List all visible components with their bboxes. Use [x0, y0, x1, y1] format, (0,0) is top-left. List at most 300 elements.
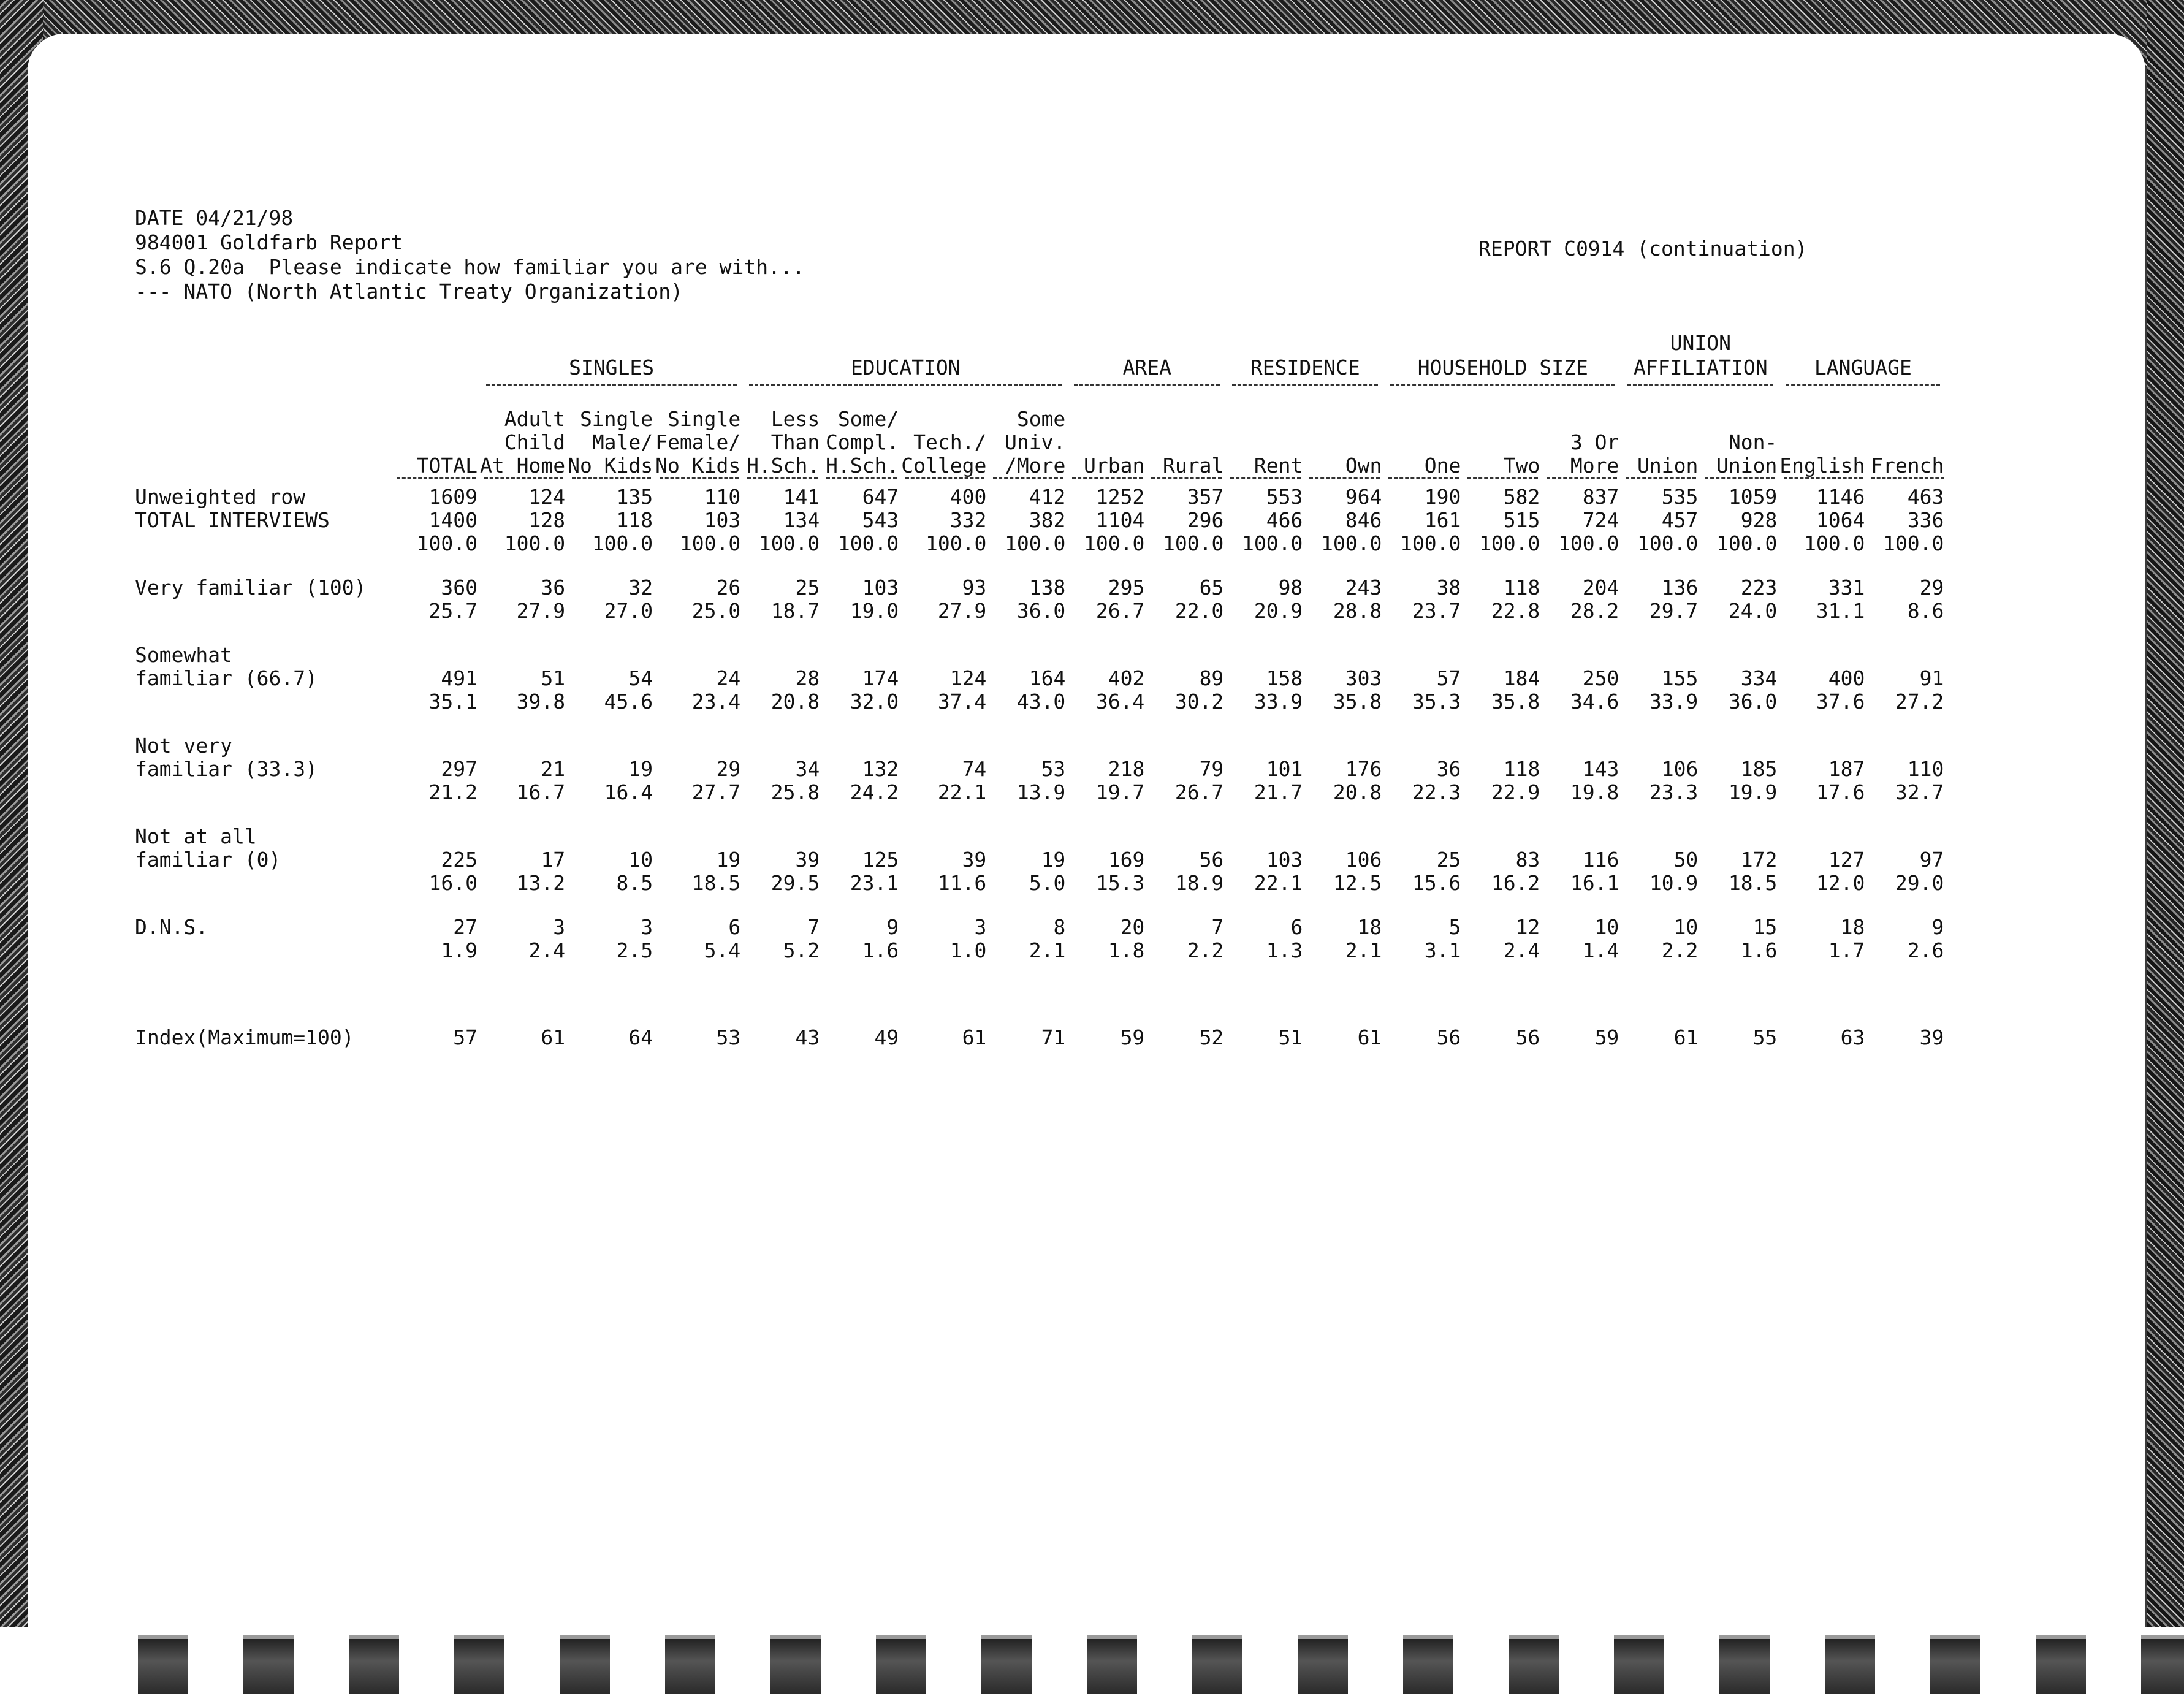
- table-cell: 21.7: [1254, 780, 1303, 804]
- punch-hole: [1403, 1635, 1453, 1694]
- table-cell: 132: [862, 757, 899, 781]
- column-header: Tech./ College: [901, 430, 987, 477]
- index-cell: 71: [1041, 1025, 1066, 1049]
- table-cell: 36: [1436, 757, 1461, 781]
- table-cell: 22.1: [937, 780, 987, 804]
- index-cell: 59: [1120, 1025, 1145, 1049]
- table-row: [135, 939, 1946, 962]
- table-row: [135, 485, 1946, 509]
- table-cell: [1867, 825, 1946, 848]
- index-cell: 59: [1594, 1025, 1619, 1049]
- punch-hole: [1087, 1635, 1137, 1694]
- table-cell: 33.9: [1254, 690, 1303, 713]
- table-cell: 100.0: [679, 531, 741, 555]
- table-cell: 17: [541, 848, 566, 872]
- index-cell: 43: [795, 1025, 820, 1049]
- table-cell: 103: [704, 508, 741, 532]
- table-cell: 19: [1041, 848, 1066, 872]
- table-cell: 10: [1594, 915, 1619, 939]
- table-cell: [568, 644, 655, 667]
- table-cell: 27: [453, 915, 478, 939]
- table-cell: 6: [1290, 915, 1303, 939]
- row-gap: [135, 895, 1946, 916]
- table-cell: 25.0: [691, 599, 741, 623]
- table-cell: 100.0: [1004, 531, 1066, 555]
- table-cell: 103: [862, 576, 899, 599]
- punch-hole: [243, 1635, 294, 1694]
- index-cell: 61: [541, 1025, 566, 1049]
- column-header: Some/ Compl. H.Sch.: [826, 407, 899, 477]
- table-cell: 36.0: [1016, 599, 1066, 623]
- table-cell: 25: [795, 576, 820, 599]
- table-cell: 1059: [1728, 485, 1778, 509]
- table-cell: 141: [783, 485, 820, 509]
- table-cell: 100.0: [1558, 531, 1619, 555]
- table-cell: 7: [807, 915, 820, 939]
- table-cell: [392, 734, 480, 758]
- table-cell: [1621, 825, 1700, 848]
- column-header: Non- Union: [1716, 430, 1778, 477]
- table-cell: 51: [541, 666, 566, 690]
- table-row: [135, 916, 1946, 939]
- table-cell: 16.7: [516, 780, 566, 804]
- table-cell: 54: [628, 666, 653, 690]
- table-cell: 27.0: [604, 599, 653, 623]
- group-label: UNION AFFILIATION: [1634, 331, 1768, 379]
- table-row: [135, 599, 1946, 623]
- table-cell: 1252: [1095, 485, 1145, 509]
- table-cell: [743, 734, 822, 758]
- table-cell: 20: [1120, 915, 1145, 939]
- table-cell: [1068, 825, 1147, 848]
- index-cell: 55: [1752, 1025, 1778, 1049]
- row-gap: [135, 623, 1946, 644]
- punch-hole: [1614, 1635, 1664, 1694]
- group-label: LANGUAGE: [1814, 356, 1912, 379]
- punch-hole: [981, 1635, 1032, 1694]
- punch-hole: [1192, 1635, 1242, 1694]
- index-cell: 61: [1357, 1025, 1382, 1049]
- table-cell: 2.1: [1345, 938, 1382, 962]
- table-cell: 100.0: [837, 531, 899, 555]
- group-header: [1226, 331, 1384, 386]
- table-cell: 35.1: [428, 690, 478, 713]
- punch-hole: [349, 1635, 399, 1694]
- index-cell: 56: [1515, 1025, 1540, 1049]
- table-cell: 100.0: [1716, 531, 1778, 555]
- table-cell: 334: [1740, 666, 1778, 690]
- row-label: [135, 690, 392, 713]
- index-row: [135, 1026, 1946, 1049]
- table-cell: 2.4: [1503, 938, 1540, 962]
- table-cell: 1064: [1816, 508, 1865, 532]
- table-cell: 26.7: [1095, 599, 1145, 623]
- table-cell: 964: [1345, 485, 1382, 509]
- table-cell: 174: [862, 666, 899, 690]
- column-header: Urban: [1083, 454, 1145, 477]
- table-cell: 837: [1582, 485, 1619, 509]
- table-cell: 28.2: [1570, 599, 1619, 623]
- table-cell: 100.0: [925, 531, 987, 555]
- table-cell: [1226, 734, 1305, 758]
- table-cell: 27.2: [1895, 690, 1944, 713]
- punch-hole: [1719, 1635, 1770, 1694]
- punch-hole: [454, 1635, 504, 1694]
- table-cell: 36.4: [1095, 690, 1145, 713]
- table-cell: 3.1: [1424, 938, 1461, 962]
- table-cell: [1542, 734, 1621, 758]
- index-cell: 49: [874, 1025, 899, 1049]
- table-cell: 18: [1357, 915, 1382, 939]
- table-cell: [1867, 734, 1946, 758]
- column-header: Union: [1637, 454, 1699, 477]
- table-cell: 50: [1673, 848, 1699, 872]
- table-cell: 16.0: [428, 871, 478, 895]
- table-cell: 2.1: [1029, 938, 1066, 962]
- table-row: [135, 509, 1946, 532]
- table-row: [135, 734, 1946, 758]
- table-cell: 1609: [428, 485, 478, 509]
- table-cell: 161: [1424, 508, 1461, 532]
- table-cell: [392, 825, 480, 848]
- table-cell: [1305, 825, 1384, 848]
- table-cell: 400: [1828, 666, 1865, 690]
- table-cell: 1.7: [1828, 938, 1865, 962]
- table-cell: 125: [862, 848, 899, 872]
- row-label: familiar (0): [135, 848, 281, 872]
- table-cell: 724: [1582, 508, 1619, 532]
- column-header: Some Univ. /More: [1004, 407, 1066, 477]
- table-cell: 1.6: [862, 938, 899, 962]
- table-cell: 38: [1436, 576, 1461, 599]
- table-cell: [1779, 644, 1867, 667]
- table-cell: 37.4: [937, 690, 987, 713]
- table-cell: 250: [1582, 666, 1619, 690]
- table-cell: 18.7: [770, 599, 820, 623]
- row-label: D.N.S.: [135, 915, 208, 939]
- column-header: Own: [1345, 454, 1382, 477]
- index-cell: 64: [628, 1025, 653, 1049]
- index-label: Index(Maximum=100): [135, 1025, 354, 1049]
- table-cell: 8.6: [1907, 599, 1944, 623]
- table-cell: 18.5: [691, 871, 741, 895]
- group-header: [1621, 331, 1779, 386]
- table-cell: 100.0: [1637, 531, 1699, 555]
- table-cell: 74: [962, 757, 987, 781]
- column-header: Rural: [1162, 454, 1224, 477]
- table-cell: [392, 644, 480, 667]
- table-cell: 100.0: [1320, 531, 1382, 555]
- table-cell: 25.8: [770, 780, 820, 804]
- index-cell: 61: [962, 1025, 987, 1049]
- table-cell: 184: [1503, 666, 1540, 690]
- table-cell: 100.0: [1241, 531, 1303, 555]
- table-cell: 100.0: [1804, 531, 1865, 555]
- table-cell: [901, 734, 989, 758]
- table-cell: 543: [862, 508, 899, 532]
- row-label: [135, 872, 392, 895]
- column-header: Single Female/ No Kids: [655, 407, 741, 477]
- table-cell: 16.4: [604, 780, 653, 804]
- table-cell: 8: [1053, 915, 1066, 939]
- table-cell: 100.0: [1083, 531, 1145, 555]
- row-label: Not very: [135, 734, 232, 758]
- table-cell: 2.6: [1907, 938, 1944, 962]
- row-gap: [135, 713, 1946, 734]
- table-cell: 143: [1582, 757, 1619, 781]
- group-underline: [1786, 380, 1940, 386]
- table-row: [135, 644, 1946, 667]
- table-cell: 30.2: [1174, 690, 1224, 713]
- table-cell: 12.0: [1816, 871, 1865, 895]
- table-cell: [1147, 734, 1226, 758]
- table-cell: 457: [1661, 508, 1699, 532]
- table-cell: 2.5: [616, 938, 653, 962]
- table-cell: 25.7: [428, 599, 478, 623]
- punch-hole: [876, 1635, 926, 1694]
- table-cell: 29.5: [770, 871, 820, 895]
- row-gap: [135, 983, 1946, 1026]
- table-cell: 553: [1266, 485, 1303, 509]
- table-row: [135, 532, 1946, 555]
- column-header: English: [1779, 454, 1865, 477]
- table-cell: [1463, 825, 1542, 848]
- table-cell: 43.0: [1016, 690, 1066, 713]
- row-label: TOTAL INTERVIEWS: [135, 508, 330, 532]
- table-cell: 19: [628, 757, 653, 781]
- table-cell: [901, 644, 989, 667]
- table-cell: 110: [704, 485, 741, 509]
- table-cell: 16.1: [1570, 871, 1619, 895]
- table-cell: 172: [1740, 848, 1778, 872]
- table-cell: 21.2: [428, 780, 478, 804]
- punch-hole: [1298, 1635, 1348, 1694]
- table-cell: [1384, 734, 1463, 758]
- table-cell: 127: [1828, 848, 1865, 872]
- table-cell: 89: [1199, 666, 1224, 690]
- table-cell: 100.0: [1478, 531, 1540, 555]
- table-cell: 138: [1029, 576, 1066, 599]
- table-cell: 3: [641, 915, 653, 939]
- row-label: [135, 532, 392, 555]
- table-cell: 32: [628, 576, 653, 599]
- table-cell: 100.0: [1399, 531, 1461, 555]
- row-label: Not at all: [135, 824, 257, 848]
- table-row: [135, 781, 1946, 804]
- punch-hole: [1930, 1635, 1980, 1694]
- table-cell: 18.5: [1728, 871, 1778, 895]
- table-cell: 5.4: [704, 938, 741, 962]
- table-cell: 35.8: [1491, 690, 1540, 713]
- table-cell: [1700, 734, 1779, 758]
- table-row: [135, 576, 1946, 599]
- table-cell: [1542, 644, 1621, 667]
- table-cell: [1384, 644, 1463, 667]
- binder-frame-right: [2147, 0, 2184, 1696]
- table-cell: 35.8: [1333, 690, 1382, 713]
- row-gap: [135, 962, 1946, 983]
- punch-hole: [1509, 1635, 1559, 1694]
- table-cell: 1.8: [1108, 938, 1145, 962]
- row-label: [135, 599, 392, 623]
- table-cell: [1700, 644, 1779, 667]
- table-row: [135, 758, 1946, 781]
- table-cell: 3: [553, 915, 566, 939]
- table-cell: 243: [1345, 576, 1382, 599]
- column-header-blank: [135, 386, 392, 479]
- column-header: Less Than H.Sch.: [747, 407, 820, 477]
- table-cell: 303: [1345, 666, 1382, 690]
- table-cell: 31.1: [1816, 599, 1865, 623]
- table-cell: 6: [728, 915, 741, 939]
- table-cell: 5.2: [783, 938, 820, 962]
- table-cell: 35.3: [1412, 690, 1461, 713]
- index-cell: 51: [1278, 1025, 1303, 1049]
- table-cell: [989, 734, 1068, 758]
- table-cell: 357: [1187, 485, 1224, 509]
- table-cell: 295: [1108, 576, 1145, 599]
- table-cell: 116: [1582, 848, 1619, 872]
- group-underline: [1627, 380, 1773, 386]
- table-cell: 190: [1424, 485, 1461, 509]
- table-cell: 10: [628, 848, 653, 872]
- table-cell: [743, 825, 822, 848]
- table-cell: [480, 734, 568, 758]
- row-gap: [135, 555, 1946, 576]
- index-cell: 57: [453, 1025, 478, 1049]
- index-cell: 52: [1199, 1025, 1224, 1049]
- table-cell: 56: [1199, 848, 1224, 872]
- table-cell: 2.2: [1187, 938, 1224, 962]
- table-cell: 29.0: [1895, 871, 1944, 895]
- table-cell: 83: [1515, 848, 1540, 872]
- table-cell: 17.6: [1816, 780, 1865, 804]
- column-header: French: [1871, 454, 1944, 477]
- table-cell: 9: [886, 915, 899, 939]
- table-cell: 53: [1041, 757, 1066, 781]
- table-cell: [655, 734, 743, 758]
- table-cell: 134: [783, 508, 820, 532]
- table-cell: 10.9: [1649, 871, 1699, 895]
- report-name: 984001 Goldfarb Report: [135, 230, 403, 254]
- table-cell: [1779, 825, 1867, 848]
- table-row: [135, 848, 1946, 872]
- table-cell: [901, 825, 989, 848]
- table-row: [135, 667, 1946, 690]
- table-cell: [1384, 825, 1463, 848]
- table-cell: 846: [1345, 508, 1382, 532]
- table-cell: 466: [1266, 508, 1303, 532]
- table-cell: 2.2: [1661, 938, 1699, 962]
- table-cell: 103: [1266, 848, 1303, 872]
- table-cell: 647: [862, 485, 899, 509]
- group-label: AREA: [1122, 356, 1172, 379]
- row-label: Somewhat: [135, 643, 232, 667]
- table-cell: 332: [949, 508, 987, 532]
- table-cell: 22.3: [1412, 780, 1461, 804]
- table-cell: 34: [795, 757, 820, 781]
- column-header: Rent: [1254, 454, 1303, 477]
- table-cell: [989, 644, 1068, 667]
- table-cell: 100.0: [1883, 531, 1944, 555]
- table-cell: 336: [1907, 508, 1944, 532]
- table-cell: 19.0: [850, 599, 899, 623]
- table-cell: [743, 644, 822, 667]
- group-label: HOUSEHOLD SIZE: [1417, 356, 1588, 379]
- table-cell: 128: [528, 508, 566, 532]
- table-cell: [822, 734, 901, 758]
- table-cell: 15.6: [1412, 871, 1461, 895]
- table-cell: 1.4: [1582, 938, 1619, 962]
- table-cell: 98: [1278, 576, 1303, 599]
- table-cell: 582: [1503, 485, 1540, 509]
- table-cell: 1.9: [441, 938, 478, 962]
- table-cell: 100.0: [758, 531, 820, 555]
- table-cell: 20.8: [770, 690, 820, 713]
- row-label: familiar (33.3): [135, 757, 318, 781]
- table-cell: 158: [1266, 666, 1303, 690]
- table-cell: 11.6: [937, 871, 987, 895]
- table-cell: 12: [1515, 915, 1540, 939]
- table-cell: 32.0: [850, 690, 899, 713]
- table-cell: 29: [1919, 576, 1944, 599]
- table-cell: [1542, 825, 1621, 848]
- table-cell: 20.8: [1333, 780, 1382, 804]
- table-cell: 297: [441, 757, 478, 781]
- table-cell: 93: [962, 576, 987, 599]
- table-cell: 22.8: [1491, 599, 1540, 623]
- table-cell: 5: [1448, 915, 1461, 939]
- table-cell: 185: [1740, 757, 1778, 781]
- table-cell: 13.2: [516, 871, 566, 895]
- table-cell: 18.9: [1174, 871, 1224, 895]
- punch-hole: [2141, 1635, 2184, 1694]
- column-header: Adult Child At Home: [480, 407, 566, 477]
- question-item: --- NATO (North Atlantic Treaty Organization): [135, 279, 683, 303]
- table-cell: 22.0: [1174, 599, 1224, 623]
- column-header: Single Male/ No Kids: [568, 407, 653, 477]
- table-cell: 463: [1907, 485, 1944, 509]
- report-id: REPORT C0914 (continuation): [1478, 237, 1808, 260]
- report-date: DATE 04/21/98: [135, 206, 294, 230]
- row-label: [135, 939, 392, 962]
- table-cell: 27.9: [937, 599, 987, 623]
- table-cell: 10: [1673, 915, 1699, 939]
- table-cell: 223: [1740, 576, 1778, 599]
- table-cell: 27.7: [691, 780, 741, 804]
- group-header: [743, 331, 1068, 386]
- table-cell: 22.9: [1491, 780, 1540, 804]
- table-cell: 118: [1503, 757, 1540, 781]
- group-label: SINGLES: [569, 356, 655, 379]
- group-header-total-blank: [392, 331, 480, 386]
- table-cell: 100.0: [416, 531, 478, 555]
- table-cell: 1.0: [949, 938, 987, 962]
- table-cell: 8.5: [616, 871, 653, 895]
- table-cell: 515: [1503, 508, 1540, 532]
- table-cell: 26: [716, 576, 741, 599]
- table-cell: 37.6: [1816, 690, 1865, 713]
- table-cell: 136: [1661, 576, 1699, 599]
- table-cell: [822, 644, 901, 667]
- table-cell: 400: [949, 485, 987, 509]
- table-cell: 39: [795, 848, 820, 872]
- table-cell: 22.1: [1254, 871, 1303, 895]
- index-cell: 56: [1436, 1025, 1461, 1049]
- table-cell: 28: [795, 666, 820, 690]
- punch-hole: [560, 1635, 610, 1694]
- row-label: familiar (66.7): [135, 666, 318, 690]
